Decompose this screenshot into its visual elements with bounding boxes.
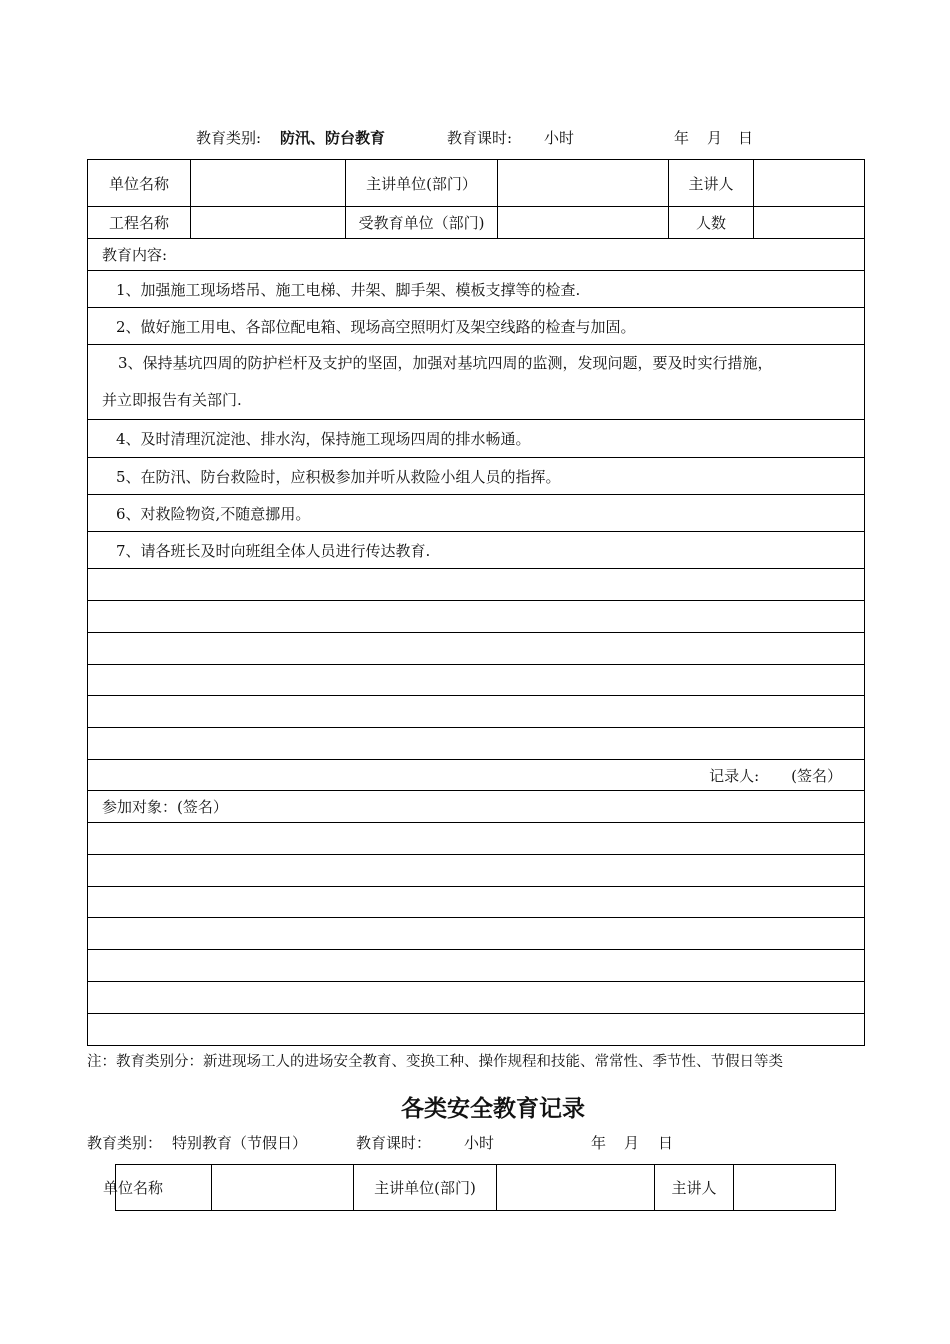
lecturer-field[interactable]	[734, 1165, 836, 1211]
unit-name-label: 单位名称	[88, 160, 191, 207]
blank-row	[88, 855, 865, 887]
content-item: 6、对救险物资,不随意挪用。	[88, 495, 865, 532]
blank-line[interactable]	[88, 887, 865, 918]
lecture-unit-field[interactable]	[498, 160, 669, 207]
content-item-row	[88, 495, 865, 532]
blank-row	[88, 1014, 865, 1046]
blank-line[interactable]	[88, 918, 865, 950]
blank-line[interactable]	[88, 855, 865, 887]
info-row-1	[88, 160, 865, 207]
education-record-table-2	[103, 1164, 836, 1211]
educated-unit-field[interactable]	[498, 207, 669, 239]
info-row-2	[88, 207, 865, 239]
lecture-unit-label: 主讲单位(部门)	[354, 1165, 497, 1211]
blank-row	[88, 696, 865, 728]
content-item-row	[88, 458, 865, 495]
lecture-unit-label: 主讲单位(部门）	[346, 160, 498, 207]
blank-row	[88, 950, 865, 982]
info-row-1	[116, 1165, 836, 1211]
category-note: 注：教育类别分：新进现场工人的进场安全教育、变换工种、操作规程和技能、常常性、季节性、节假日等类	[87, 1054, 783, 1070]
content-item-row	[88, 271, 865, 308]
blank-row	[88, 665, 865, 696]
content-item-row	[88, 345, 865, 420]
content-label: 教育内容:	[88, 239, 865, 271]
blank-line[interactable]	[88, 1014, 865, 1046]
blank-line[interactable]	[88, 633, 865, 665]
blank-row	[88, 601, 865, 633]
content-item-row	[88, 308, 865, 345]
blank-row	[88, 823, 865, 855]
blank-line[interactable]	[88, 569, 865, 601]
recorder-row	[88, 760, 865, 791]
hours-unit-2: 小时	[464, 1134, 495, 1152]
blank-row	[88, 982, 865, 1014]
blank-row	[88, 918, 865, 950]
unit-name-field[interactable]	[191, 160, 346, 207]
content-item: 7、请各班长及时向班组全体人员进行传达教育.	[88, 532, 865, 569]
date-day-2: 日	[658, 1134, 674, 1152]
category-value: 防汛、防台教育	[280, 129, 386, 147]
hours-label-2: 教育课时：	[356, 1134, 432, 1152]
blank-line[interactable]	[88, 823, 865, 855]
project-name-label: 工程名称	[88, 207, 191, 239]
date-month: 月	[707, 129, 723, 147]
date-month-2: 月	[624, 1134, 640, 1152]
content-item: 3、保持基坑四周的防护栏杆及支护的坚固，加强对基坑四周的监测，发现问题，要及时实行措施，	[118, 354, 773, 372]
participants-label: 参加对象：(签名）	[88, 791, 865, 823]
date-year: 年	[674, 129, 690, 147]
blank-row	[88, 728, 865, 760]
lecturer-field[interactable]	[754, 160, 865, 207]
lecture-unit-field[interactable]	[497, 1165, 655, 1211]
content-item-multiline	[88, 345, 865, 420]
hours-unit: 小时	[544, 129, 575, 147]
project-name-field[interactable]	[191, 207, 346, 239]
content-item: 4、及时清理沉淀池、排水沟，保持施工现场四周的排水畅通。	[88, 420, 865, 458]
recorder-signature[interactable]	[88, 760, 865, 791]
form-title: 各类安全教育记录	[401, 1096, 585, 1122]
blank-line[interactable]	[88, 728, 865, 760]
unit-name-label: 单位名称	[116, 1165, 212, 1211]
hours-label: 教育课时:	[447, 129, 513, 147]
blank-row	[88, 569, 865, 601]
category-label-2: 教育类别：	[87, 1134, 163, 1152]
blank-line[interactable]	[88, 950, 865, 982]
blank-line[interactable]	[88, 665, 865, 696]
headcount-label: 人数	[669, 207, 754, 239]
lecturer-label: 主讲人	[655, 1165, 734, 1211]
blank-line[interactable]	[88, 696, 865, 728]
content-item-row	[88, 420, 865, 458]
lecturer-label: 主讲人	[669, 160, 754, 207]
content-item: 2、做好施工用电、各部位配电箱、现场高空照明灯及架空线路的检查与加固。	[88, 308, 865, 345]
education-record-table	[87, 159, 865, 1046]
date-year-2: 年	[591, 1134, 607, 1152]
blank-line[interactable]	[88, 601, 865, 633]
educated-unit-label: 受教育单位（部门)	[346, 207, 498, 239]
headcount-field[interactable]	[754, 207, 865, 239]
content-item: 5、在防汛、防台救险时，应积极参加并听从救险小组人员的指挥。	[88, 458, 865, 495]
category-value-2: 特别教育（节假日）	[172, 1134, 308, 1152]
participants-label-row	[88, 791, 865, 823]
content-item-continuation: 并立即报告有关部门.	[102, 391, 242, 409]
date-day: 日	[738, 129, 754, 147]
blank-row	[88, 633, 865, 665]
content-item-row	[88, 532, 865, 569]
recorder-sign: (签名）	[791, 766, 842, 785]
blank-row	[88, 887, 865, 918]
recorder-label: 记录人:	[709, 766, 760, 785]
unit-name-field[interactable]	[212, 1165, 354, 1211]
content-label-row	[88, 239, 865, 271]
category-label: 教育类别:	[196, 129, 262, 147]
blank-line[interactable]	[88, 982, 865, 1014]
content-item: 1、加强施工现场塔吊、施工电梯、井架、脚手架、模板支撑等的检查.	[88, 271, 865, 308]
